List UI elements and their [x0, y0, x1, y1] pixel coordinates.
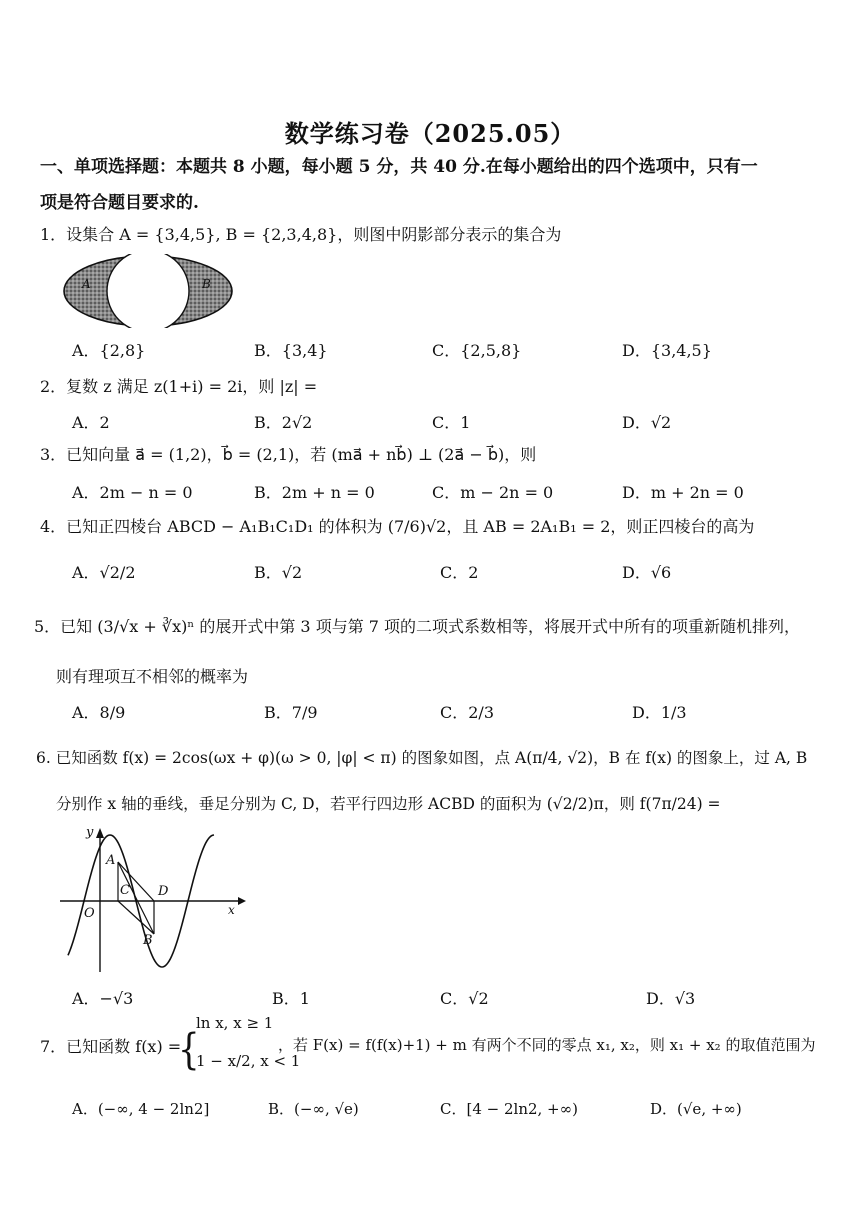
- q7-piece2: 1 − x/2, x < 1: [196, 1052, 301, 1070]
- q5-stem-line1: 5．已知 (3/√x + ∛x)ⁿ 的展开式中第 3 项与第 7 项的二项式系数相等，将展开式中所有的项重新随机排列，: [34, 617, 801, 636]
- q6-option-c[interactable]: C．√2: [440, 989, 489, 1008]
- q4-option-c[interactable]: C．2: [440, 563, 479, 582]
- q3-option-a[interactable]: A．2m − n = 0: [72, 483, 193, 502]
- graph-x-arrow: [238, 897, 246, 905]
- point-c-label: C: [120, 883, 130, 898]
- q7-option-a[interactable]: A．(−∞, 4 − 2ln2]: [72, 1100, 210, 1118]
- q1-option-b[interactable]: B．{3,4}: [254, 341, 328, 360]
- q7-option-b[interactable]: B．(−∞, √e): [268, 1100, 359, 1118]
- q4-option-d[interactable]: D．√6: [622, 563, 672, 582]
- q3-stem: 3．已知向量 a⃗ = (1,2)，b⃗ = (2,1)，若 (ma⃗ + nb⃗) ⊥ (2a⃗ − b⃗)，则: [40, 445, 537, 464]
- q7-stem-pre: 7．已知函数 f(x) =: [40, 1037, 182, 1056]
- venn-diagram: [62, 254, 234, 328]
- q5-option-a[interactable]: A．8/9: [72, 703, 126, 722]
- q6-option-b[interactable]: B．1: [272, 989, 310, 1008]
- q2-option-c[interactable]: C．1: [432, 413, 471, 432]
- section-header-line1: 一、单项选择题：本题共 8 小题，每小题 5 分，共 40 分.在每小题给出的四个选项中，只有一: [40, 157, 758, 177]
- q1-option-d[interactable]: D．{3,4,5}: [622, 341, 712, 360]
- graph-x-label: x: [228, 903, 235, 917]
- q1-stem: 1．设集合 A = {3,4,5}, B = {2,3,4,8}，则图中阴影部分表示的集合为: [40, 225, 562, 244]
- venn-intersection: [107, 254, 189, 328]
- venn-label-b: B: [202, 277, 211, 291]
- segment-ab: [118, 862, 154, 934]
- q5-option-c[interactable]: C．2/3: [440, 703, 494, 722]
- q1-option-a[interactable]: A．{2,8}: [72, 341, 146, 360]
- point-d-label: D: [158, 884, 169, 899]
- q2-option-b[interactable]: B．2√2: [254, 413, 313, 432]
- q7-stem-post: ，若 F(x) = f(f(x)+1) + m 有两个不同的零点 x₁, x₂，则 x₁ + x₂ 的取值范围为: [278, 1036, 816, 1054]
- point-b-label: B: [143, 933, 153, 948]
- q7-brace: {: [178, 1024, 200, 1075]
- q5-stem-line2: 则有理项互不相邻的概率为: [56, 667, 249, 686]
- q4-stem: 4．已知正四棱台 ABCD − A₁B₁C₁D₁ 的体积为 (7/6)√2，且 AB = 2A₁B₁ = 2，则正四棱台的高为: [40, 517, 755, 536]
- section-header-line2: 项是符合题目要求的.: [40, 193, 199, 213]
- q1-option-c[interactable]: C．{2,5,8}: [432, 341, 522, 360]
- q3-option-c[interactable]: C．m − 2n = 0: [432, 483, 554, 502]
- q7-option-d[interactable]: D．(√e, +∞): [650, 1100, 742, 1118]
- q4-option-b[interactable]: B．√2: [254, 563, 303, 582]
- graph-y-arrow: [96, 828, 104, 838]
- q2-option-a[interactable]: A．2: [72, 413, 110, 432]
- q6-option-a[interactable]: A．−√3: [72, 989, 134, 1008]
- q5-option-d[interactable]: D．1/3: [632, 703, 687, 722]
- q6-stem-line1: 6. 已知函数 f(x) = 2cos(ωx + φ)(ω > 0, |φ| < π) 的图象如图，点 A(π/4, √2)，B 在 f(x) 的图象上，过 A, B: [36, 749, 808, 767]
- page-title: 数学练习卷（2025.05）: [284, 119, 576, 148]
- q3-option-b[interactable]: B．2m + n = 0: [254, 483, 375, 502]
- q7-piece1: ln x, x ≥ 1: [196, 1014, 274, 1032]
- segment-cb: [118, 901, 154, 934]
- q2-option-d[interactable]: D．√2: [622, 413, 672, 432]
- point-a-label: A: [106, 853, 116, 868]
- q4-option-a[interactable]: A．√2/2: [72, 563, 136, 582]
- graph-y-label: y: [86, 825, 94, 840]
- q3-option-d[interactable]: D．m + 2n = 0: [622, 483, 744, 502]
- graph-origin-label: O: [84, 906, 95, 921]
- venn-label-a: A: [82, 277, 91, 291]
- function-graph: [54, 822, 250, 976]
- q6-stem-line2: 分别作 x 轴的垂线，垂足分别为 C, D，若平行四边形 ACBD 的面积为 (√2/2)π，则 f(7π/24) =: [56, 795, 721, 813]
- q6-option-d[interactable]: D．√3: [646, 989, 696, 1008]
- q5-option-b[interactable]: B．7/9: [264, 703, 318, 722]
- q7-option-c[interactable]: C．[4 − 2ln2, +∞): [440, 1100, 578, 1118]
- q2-stem: 2．复数 z 满足 z(1+i) = 2i，则 |z| =: [40, 377, 318, 396]
